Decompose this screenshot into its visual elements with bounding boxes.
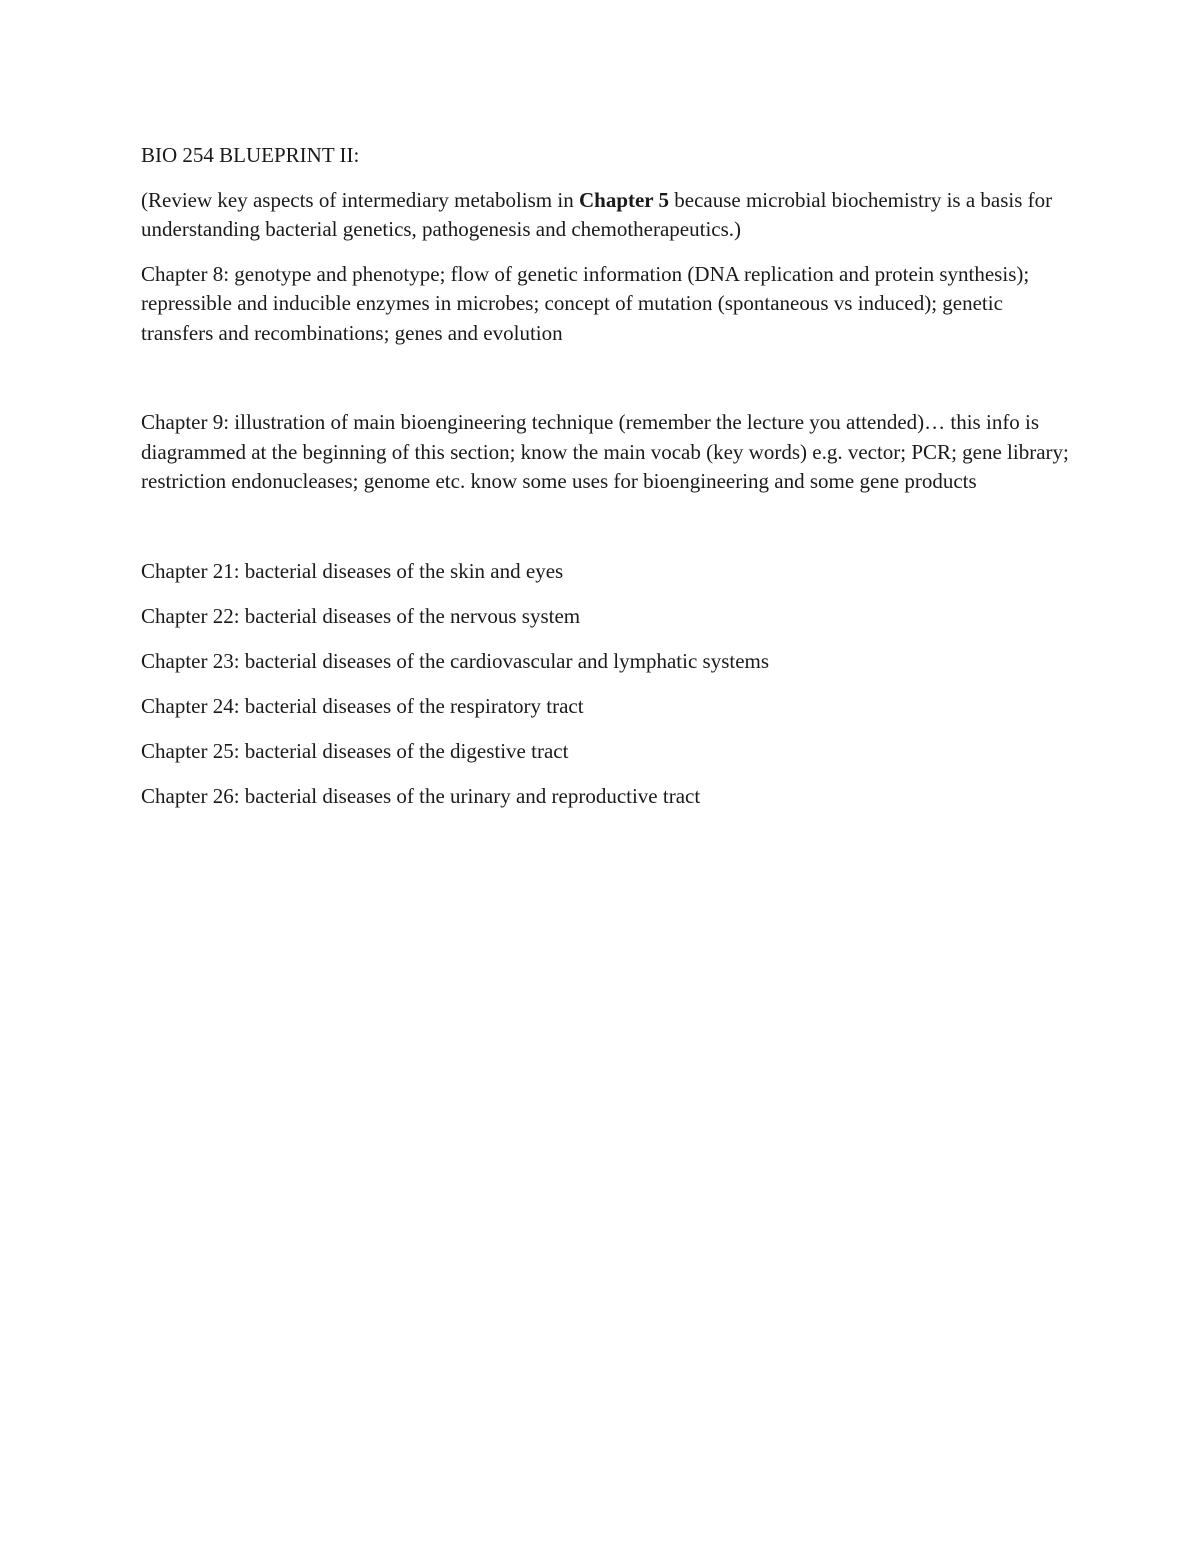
- intro-chapter-bold: Chapter 5: [578, 187, 669, 212]
- chapter-26-line: Chapter 26: bacterial diseases of the urinary and reproductive tract: [141, 783, 701, 808]
- chapter-22-line: Chapter 22: bacterial diseases of the nervous system: [141, 603, 581, 628]
- document-title: BIO 254 BLUEPRINT II:: [141, 143, 360, 167]
- chapter-9-paragraph: Chapter 9: illustration of main bioengineering technique (remember the lecture you attended)… this info is diagrammed at the beginning of this section; know the main vocab (key words) e.g. vector; PCR; gene library; restriction endonucleases; genome etc. know some uses for bioengineering and some gene products: [141, 410, 1069, 493]
- chapter-21-line: Chapter 21: bacterial diseases of the skin and eyes: [141, 558, 564, 583]
- intro-text-after: because microbial biochemistry is a basis for understanding bacterial genetics, pathogenesis and chemotherapeutics.): [141, 187, 1053, 241]
- chapter-24-line: Chapter 24: bacterial diseases of the respiratory tract: [141, 693, 584, 718]
- chapter-23-line: Chapter 23: bacterial diseases of the cardiovascular and lymphatic systems: [141, 648, 770, 673]
- intro-paragraph: [141, 186, 1071, 245]
- document-body: [141, 141, 1071, 827]
- chapter-8-paragraph: Chapter 8: genotype and phenotype; flow of genetic information (DNA replication and protein synthesis); repressible and inducible enzymes in microbes; concept of mutation (spontaneous vs induced); genetic transfers and recombinations; genes and evolution: [141, 261, 1030, 345]
- intro-text-before: (Review key aspects of intermediary metabolism in: [141, 187, 579, 212]
- chapter-25-line: Chapter 25: bacterial diseases of the digestive tract: [141, 738, 569, 763]
